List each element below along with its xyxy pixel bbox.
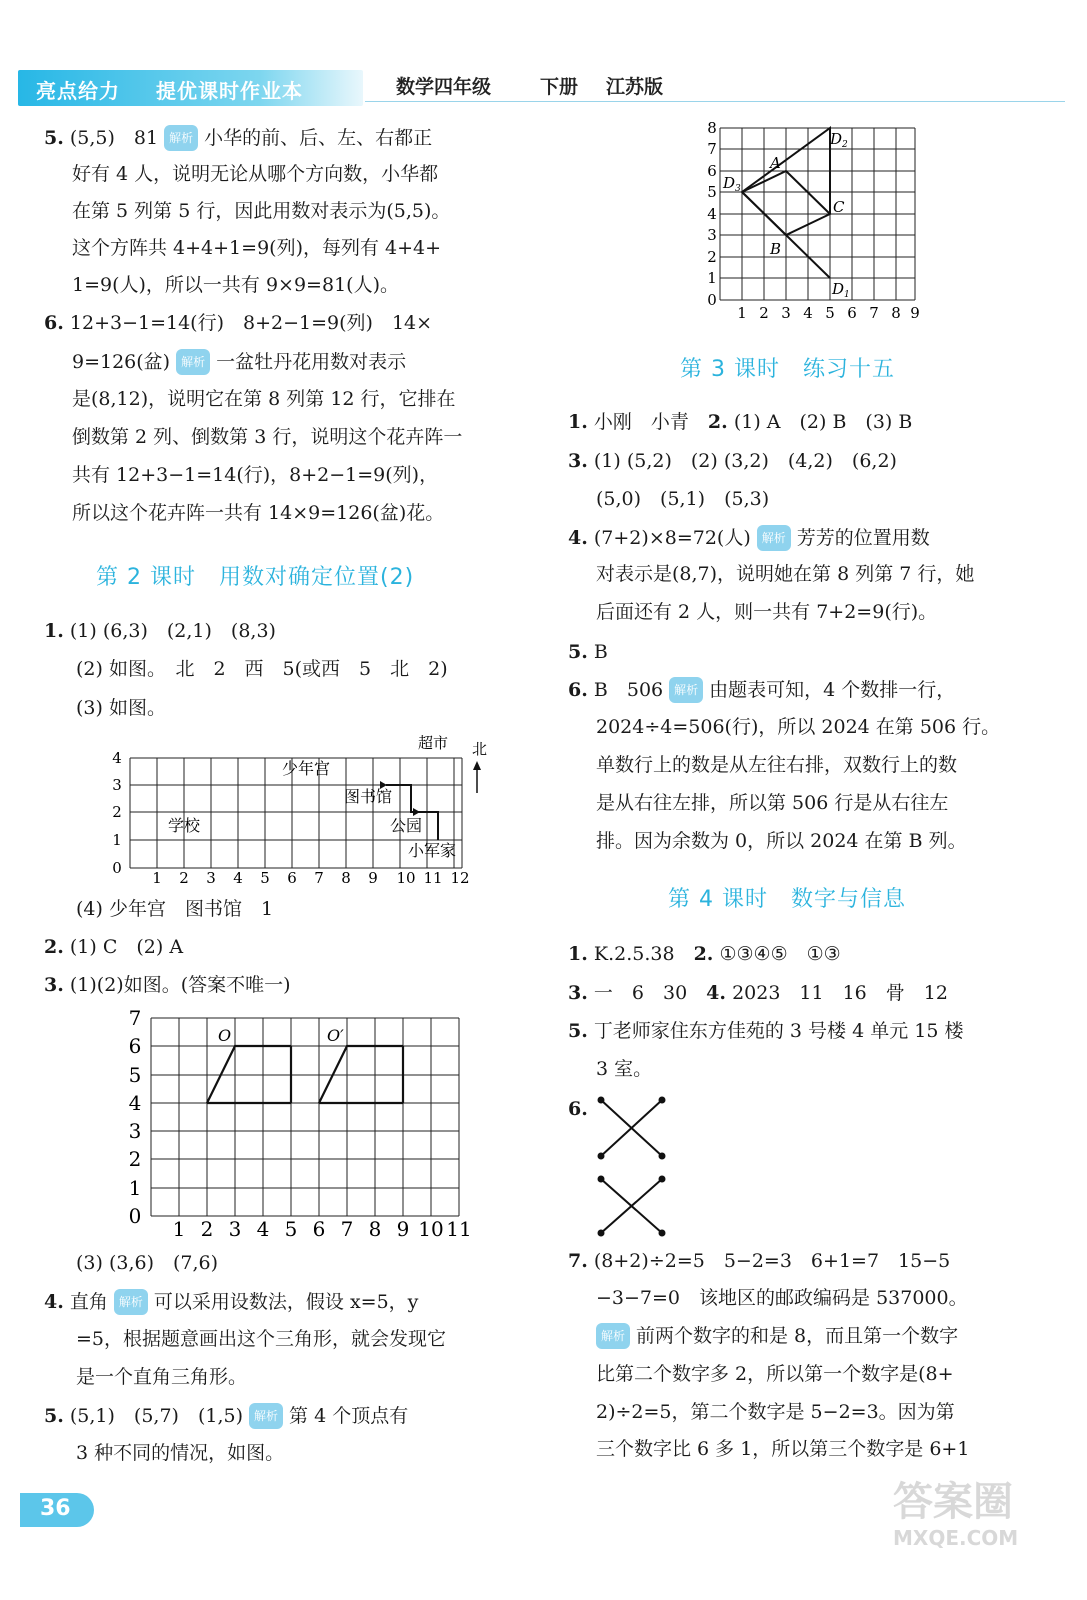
page-number: 36 (40, 1496, 71, 1521)
answer-line: 是(8,12)，说明它在第 8 列第 12 行，它排在 (72, 388, 456, 410)
x-tick: 12 (450, 869, 470, 887)
y-tick: 5 (707, 183, 717, 201)
y-tick: 2 (112, 803, 122, 821)
section-title-lesson4: 第 4 课时 数字与信息 (668, 887, 906, 912)
answer-line: =5，根据题意画出这个三角形，就会发现它 (76, 1328, 447, 1350)
header-edition: 江苏版 (606, 76, 664, 98)
answer-line: 1. (1) (6,3) (2,1) (8,3) (44, 620, 276, 642)
point-a-label: A (770, 154, 781, 172)
answer-line: 单数行上的数是从左往右排，双数行上的数 (596, 754, 958, 776)
y-tick: 7 (707, 140, 717, 158)
y-tick: 2 (128, 1147, 142, 1171)
answer-line: 5. (5,5) 81 解析 小华的前、后、左、右都正 (44, 127, 433, 149)
supermarket-label: 超市 (418, 734, 449, 752)
point-b-label: B (770, 240, 782, 258)
header-subject: 数学四年级 (396, 76, 492, 98)
x-tick: 7 (314, 869, 324, 887)
header-volume: 下册 (540, 76, 579, 98)
x-tick: 3 (206, 869, 216, 887)
x-tick: 6 (287, 869, 297, 887)
answer-line: 对表示是(8,7)，说明她在第 8 列第 7 行，她 (596, 563, 975, 585)
map-figure (100, 728, 490, 888)
y-tick: 6 (128, 1034, 142, 1058)
watermark-top: 答案圈 (893, 1479, 1013, 1525)
answer-line: 共有 12+3−1=14(行)，8+2−1=9(列)， (72, 464, 439, 486)
analysis-tag: 解析 (164, 125, 198, 151)
library-label: 图书馆 (344, 787, 393, 806)
youth-palace-label: 少年宫 (282, 759, 331, 778)
y-tick: 7 (128, 1008, 142, 1030)
answer-line: 好有 4 人，说明无论从哪个方向数，小华都 (72, 163, 439, 185)
answer-line: 后面还有 2 人，则一共有 7+2=9(行)。 (596, 601, 938, 623)
answer-line: 所以这个花卉阵一共有 14×9=126(盆)花。 (72, 502, 445, 524)
x-tick: 4 (803, 304, 813, 322)
point-o-prime-label: O′ (327, 1026, 344, 1045)
answer-line: 1. 小刚 小青 2. (1) A (2) B (3) B (568, 411, 913, 433)
answer-line: (2) 如图。 北 2 西 5(或西 5 北 2) (76, 658, 448, 680)
y-tick: 1 (112, 831, 122, 849)
answer-line: (3) 如图。 (76, 697, 166, 719)
y-tick: 3 (128, 1119, 142, 1143)
answer-line: 是一个直角三角形。 (76, 1366, 248, 1388)
answer-line: 3. (1) (5,2) (2) (3,2) (4,2) (6,2) (568, 450, 897, 472)
x-tick: 9 (396, 1217, 410, 1241)
x-tick: 2 (759, 304, 769, 322)
x-tick: 5 (825, 304, 835, 322)
answer-line: 1=9(人)，所以一共有 9×9=81(人)。 (72, 274, 399, 296)
point-d2-label: $D_2$ (830, 130, 848, 150)
x-tick: 2 (200, 1217, 214, 1241)
x-tick: 6 (847, 304, 857, 322)
answer-line: 1. K.2.5.38 2. ①③④⑤ ①③ (568, 943, 841, 965)
y-tick: 6 (707, 162, 717, 180)
answer-line: 三个数字比 6 多 1，所以第三个数字是 6+1 (596, 1438, 970, 1460)
answer-line: 7. (8+2)÷2=5 5−2=3 6+1=7 15−5 (568, 1250, 951, 1272)
school-label: 学校 (168, 816, 201, 835)
point-d1-label: $D_1$ (832, 280, 850, 300)
answer-line: 排。因为余数为 0，所以 2024 在第 B 列。 (596, 830, 967, 852)
section-title-lesson2: 第 2 课时 用数对确定位置(2) (96, 565, 415, 590)
answer-line: (4) 少年宫 图书馆 1 (76, 898, 274, 920)
y-tick: 3 (707, 226, 717, 244)
answer-line: 6. B 506 解析 由题表可知，4 个数排一行， (568, 679, 956, 701)
answer-line: 5. 丁老师家住东方佳苑的 3 号楼 4 单元 15 楼 (568, 1020, 964, 1042)
point-d3-label: $D_3$ (723, 174, 741, 194)
y-tick: 0 (112, 859, 122, 877)
answer-line: 是从右往左排，所以第 506 行是从右往左 (596, 792, 949, 814)
x-tick: 3 (228, 1217, 242, 1241)
x-tick: 9 (368, 869, 378, 887)
x-tick: 4 (256, 1217, 270, 1241)
answer-line: 2)÷2=5，第二个数字是 5−2=3。因为第 (596, 1401, 955, 1423)
x-tick: 1 (737, 304, 747, 322)
answer-line: 在第 5 列第 5 行，因此用数对表示为(5,5)。 (72, 200, 451, 222)
answer-line: 9=126(盆) 解析 一盆牡丹花用数对表示 (72, 351, 407, 373)
y-tick: 2 (707, 248, 717, 266)
x-tick: 5 (284, 1217, 298, 1241)
section-title-lesson3: 第 3 课时 练习十五 (680, 357, 895, 382)
analysis-tag: 解析 (596, 1323, 630, 1349)
answer-line: 2. (1) C (2) A (44, 936, 184, 958)
grid-figure (115, 1008, 475, 1244)
y-tick: 5 (128, 1063, 142, 1087)
answer-line: (3) (3,6) (7,6) (76, 1252, 219, 1274)
matching-lines-figure (592, 1090, 672, 1240)
answer-line: 5. B (568, 641, 608, 663)
answer-line: 5. (5,1) (5,7) (1,5) 解析 第 4 个顶点有 (44, 1405, 409, 1427)
x-tick: 10 (418, 1217, 444, 1241)
analysis-tag: 解析 (669, 677, 703, 703)
x-tick: 8 (891, 304, 901, 322)
x-tick: 7 (340, 1217, 354, 1241)
analysis-tag: 解析 (176, 349, 210, 375)
answer-line: 比第二个数字多 2，所以第一个数字是(8+ (596, 1363, 954, 1385)
x-tick: 5 (260, 869, 270, 887)
point-c-label: C (833, 198, 845, 216)
quadrilateral-figure (700, 118, 930, 323)
y-tick: 0 (128, 1204, 142, 1228)
x-tick: 8 (341, 869, 351, 887)
x-tick: 11 (446, 1217, 472, 1241)
y-tick: 4 (707, 205, 717, 223)
x-tick: 2 (179, 869, 189, 887)
watermark-bottom: MXQE.COM (893, 1526, 1019, 1550)
y-tick: 1 (707, 269, 717, 287)
answer-line: 这个方阵共 4+4+1=9(列)，每列有 4+4+ (72, 237, 442, 259)
y-tick: 0 (707, 291, 717, 309)
x-tick: 10 (396, 869, 416, 887)
y-tick: 8 (707, 119, 717, 137)
answer-line: 3 室。 (596, 1058, 653, 1080)
watermark (893, 1478, 1018, 1550)
answer-line: (5,0) (5,1) (5,3) (596, 488, 770, 510)
header-rule (365, 101, 1065, 102)
x-tick: 1 (172, 1217, 186, 1241)
answer-line: 6. (568, 1098, 588, 1120)
header-banner (18, 70, 363, 106)
page-number-badge (20, 1493, 94, 1527)
y-tick: 3 (112, 776, 122, 794)
y-tick: 4 (128, 1091, 142, 1115)
point-o-label: O (218, 1026, 232, 1045)
answer-line: 4. (7+2)×8=72(人) 解析 芳芳的位置用数 (568, 527, 930, 549)
answer-line: 3. (1)(2)如图。(答案不唯一) (44, 974, 291, 996)
answer-line: 3. 一 6 30 4. 2023 11 16 骨 12 (568, 982, 948, 1004)
answer-line: 6. 12+3−1=14(行) 8+2−1=9(列) 14× (44, 312, 433, 334)
x-tick: 11 (423, 869, 443, 887)
xiaojun-home-label: 小军家 (408, 841, 457, 860)
x-tick: 3 (781, 304, 791, 322)
answer-line: 4. 直角 解析 可以采用设数法，假设 x=5，y (44, 1291, 419, 1313)
answer-line: −3−7=0 该地区的邮政编码是 537000。 (596, 1287, 968, 1309)
analysis-tag: 解析 (249, 1403, 283, 1429)
answer-line: 2024÷4=506(行)，所以 2024 在第 506 行。 (596, 716, 1001, 738)
park-label: 公园 (390, 816, 423, 835)
x-tick: 9 (910, 304, 920, 322)
answer-line: 解析 前两个数字的和是 8，而且第一个数字 (596, 1323, 958, 1349)
x-tick: 1 (152, 869, 162, 887)
analysis-tag: 解析 (114, 1289, 148, 1315)
banner-right-text: 提优课时作业本 (156, 79, 303, 103)
analysis-tag: 解析 (757, 525, 791, 551)
answer-line: 倒数第 2 列、倒数第 3 行，说明这个花卉阵一 (72, 426, 463, 448)
y-tick: 1 (128, 1176, 142, 1200)
north-label: 北 (472, 740, 488, 758)
x-tick: 4 (233, 869, 243, 887)
x-tick: 7 (869, 304, 879, 322)
y-tick: 4 (112, 749, 122, 767)
x-tick: 8 (368, 1217, 382, 1241)
x-tick: 6 (312, 1217, 326, 1241)
banner-left-text: 亮点给力 (36, 79, 120, 103)
answer-line: 3 种不同的情况，如图。 (76, 1442, 285, 1464)
